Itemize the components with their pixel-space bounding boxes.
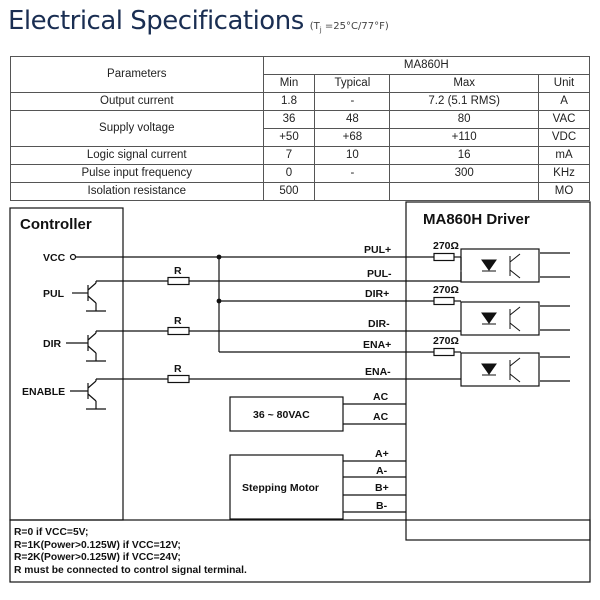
resistor-dir (168, 328, 189, 335)
model-header: MA860H (263, 57, 589, 75)
junction-dot (217, 255, 222, 260)
internal-resistor-label: 270Ω (433, 335, 459, 347)
transistor-ena (70, 379, 106, 409)
resistor-label: R (174, 363, 182, 375)
motor-label: Stepping Motor (242, 482, 319, 494)
cell: - (315, 93, 390, 111)
cell: 0 (263, 165, 315, 183)
signal-pul: PUL (43, 288, 64, 300)
terminal-dir-plus: DIR+ (365, 288, 390, 300)
signal-dir: DIR (43, 338, 62, 350)
led-icon (482, 307, 520, 331)
terminal-ena-minus: ENA- (365, 366, 391, 378)
controller-title: Controller (20, 216, 92, 233)
col-header: Typical (315, 75, 390, 93)
terminal-a-minus: A- (376, 465, 388, 477)
cell: 80 (390, 111, 539, 129)
led-icon (482, 254, 520, 278)
cell: mA (539, 147, 590, 165)
cell: MO (539, 183, 590, 201)
resistor-ena (168, 376, 189, 383)
row-name: Supply voltage (11, 111, 264, 147)
row-name: Output current (11, 93, 264, 111)
terminal-b-plus: B+ (375, 482, 389, 494)
cell: 1.8 (263, 93, 315, 111)
resistor-label: R (174, 315, 182, 327)
row-name: Logic signal current (11, 147, 264, 165)
title-text: Electrical Specifications (8, 6, 304, 36)
param-header: Parameters (11, 57, 264, 93)
terminal-ac1: AC (373, 391, 389, 403)
junction-dot (217, 299, 222, 304)
cell: 48 (315, 111, 390, 129)
row-name: Pulse input frequency (11, 165, 264, 183)
terminal-b-minus: B- (376, 500, 388, 512)
cell: KHz (539, 165, 590, 183)
note-line: R=2K(Power>0.125W) if VCC=24V; (14, 552, 181, 563)
cell: 7.2 (5.1 RMS) (390, 93, 539, 111)
notes (14, 527, 247, 577)
vcc-terminal (71, 255, 76, 260)
cell: +50 (263, 129, 315, 147)
note-line: R=0 if VCC=5V; (14, 527, 89, 538)
internal-resistor-label: 270Ω (433, 240, 459, 252)
note-line: R=1K(Power>0.125W) if VCC=12V; (14, 539, 181, 551)
terminal-a-plus: A+ (375, 448, 389, 460)
cell: +68 (315, 129, 390, 147)
cell: 16 (390, 147, 539, 165)
col-header: Unit (539, 75, 590, 93)
note-line: R must be connected to control signal terminal. (14, 564, 247, 576)
resistor-label: R (174, 265, 182, 277)
cell: 500 (263, 183, 315, 201)
cell: VDC (539, 129, 590, 147)
signal-vcc: VCC (43, 252, 66, 264)
transistor-dir (66, 331, 106, 361)
cell: +110 (390, 129, 539, 147)
terminal-ena-plus: ENA+ (363, 339, 392, 351)
controller-box (10, 208, 123, 520)
terminal-ac2: AC (373, 411, 389, 423)
terminal-pul-minus: PUL- (367, 268, 392, 280)
cell: 7 (263, 147, 315, 165)
terminal-pul-plus: PUL+ (364, 244, 392, 256)
power-supply-label: 36 ~ 80VAC (253, 409, 310, 421)
col-header: Max (390, 75, 539, 93)
row-name: Isolation resistance (11, 183, 264, 201)
title-condition: $(T_j =25^\circ C/77^\circ F)$ (309, 21, 389, 34)
terminal-dir-minus: DIR- (368, 318, 390, 330)
led-icon (482, 358, 520, 382)
resistor-pul (168, 278, 189, 285)
signal-enable: ENABLE (22, 386, 66, 398)
transistor-pul (72, 281, 106, 311)
cell: VAC (539, 111, 590, 129)
cell: A (539, 93, 590, 111)
cell: 10 (315, 147, 390, 165)
cell: - (315, 165, 390, 183)
driver-title: MA860H Driver (423, 211, 530, 228)
col-header: Min (263, 75, 315, 93)
cell: 36 (263, 111, 315, 129)
cell: 300 (390, 165, 539, 183)
internal-resistor-label: 270Ω (433, 284, 459, 296)
